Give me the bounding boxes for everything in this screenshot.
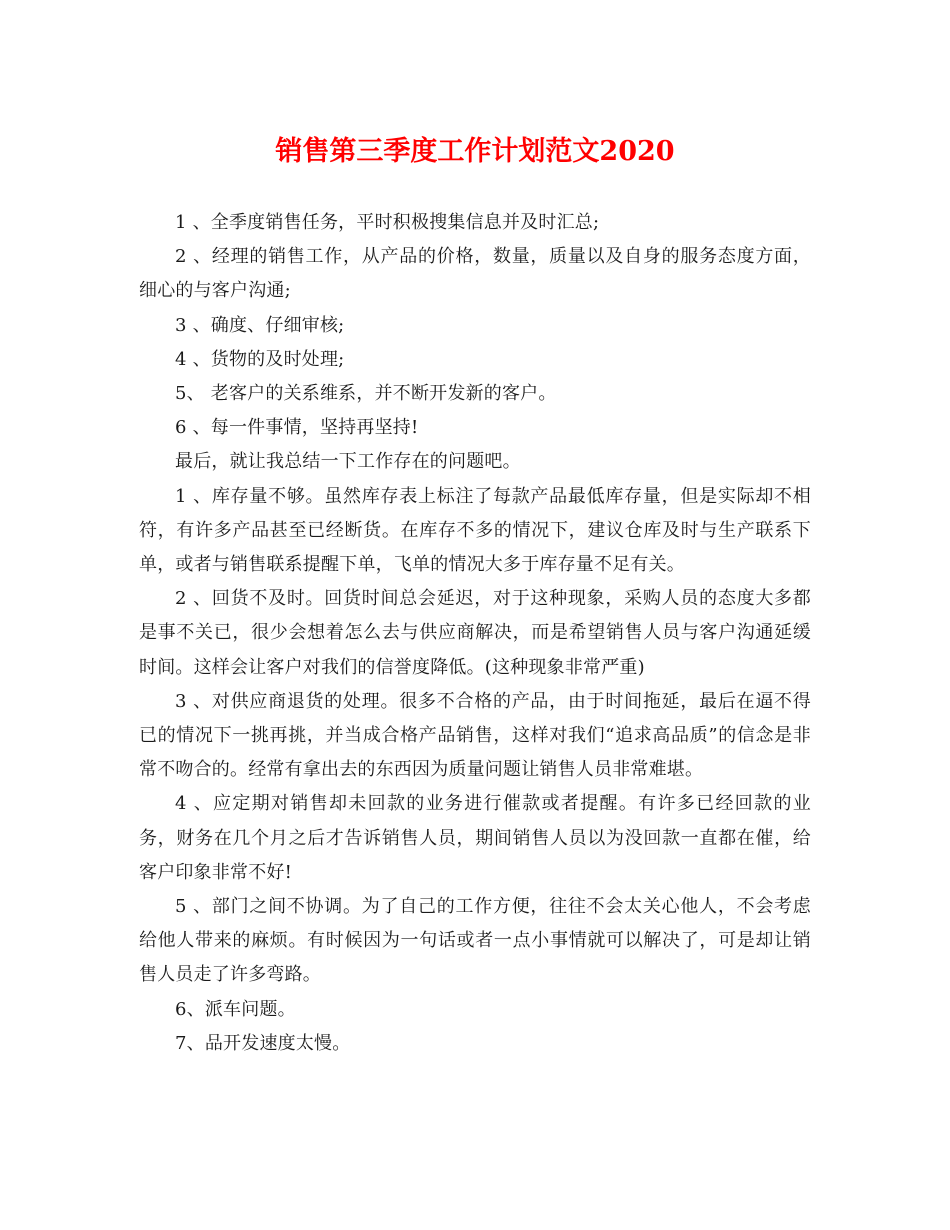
- problem-6: 6、派车问题。: [175, 998, 296, 1020]
- document-title: 销售第三季度工作计划范文2020: [275, 136, 675, 167]
- paragraph-6: 6 、每一件事情，坚持再坚持!: [175, 417, 419, 439]
- problem-7: 7、品开发速度太慢。: [175, 1032, 351, 1054]
- paragraph-summary-intro: 最后，就让我总结一下工作存在的问题吧。: [175, 451, 521, 473]
- problem-3: 3 、对供应商退货的处理。很多不合格的产品，由于时间拖延，最后在逼不得已的情况下一挑再挑，并当成合格产品销售，这样对我们“追求高品质”的信念是非常不吻合的。经常有拿出去的东西因为质量问题让销售人员非常难堪。: [139, 690, 811, 781]
- problem-4: 4 、应定期对销售却未回款的业务进行催款或者提醒。有许多已经回款的业务，财务在几个月之后才告诉销售人员，期间销售人员以为没回款一直都在催，给客户印象非常不好!: [139, 793, 811, 883]
- paragraph-2: 2 、经理的销售工作，从产品的价格，数量，质量以及自身的服务态度方面，细心的与客户沟通;: [139, 246, 811, 302]
- paragraph-3: 3 、确度、仔细审核;: [175, 314, 345, 336]
- paragraph-5: 5、 老客户的关系维系，并不断开发新的客户。: [175, 383, 557, 405]
- problem-1: 1 、库存量不够。虽然库存表上标注了每款产品最低库存量，但是实际却不相符，有许多产品甚至已经断货。在库存不多的情况下，建议仓库及时与生产联系下单，或者与销售联系提醒下单，飞单的情况大多于库存量不足有关。: [139, 485, 811, 576]
- document-body: [139, 206, 811, 1061]
- paragraph-1: 1 、全季度销售任务，平时积极搜集信息并及时汇总;: [175, 212, 600, 233]
- problem-5: 5 、部门之间不协调。为了自己的工作方便，往往不会太关心他人，不会考虑给他人带来的麻烦。有时候因为一句话或者一点小事情就可以解决了，可是却让销售人员走了许多弯路。: [139, 896, 811, 986]
- paragraph-4: 4 、货物的及时处理;: [175, 348, 345, 370]
- problem-2: 2 、回货不及时。回货时间总会延迟，对于这种现象，采购人员的态度大多都是事不关已，很少会想着怎么去与供应商解决，而是希望销售人员与客户沟通延缓时间。这样会让客户对我们的信誉度降低。(这种现象非常严重): [139, 588, 811, 678]
